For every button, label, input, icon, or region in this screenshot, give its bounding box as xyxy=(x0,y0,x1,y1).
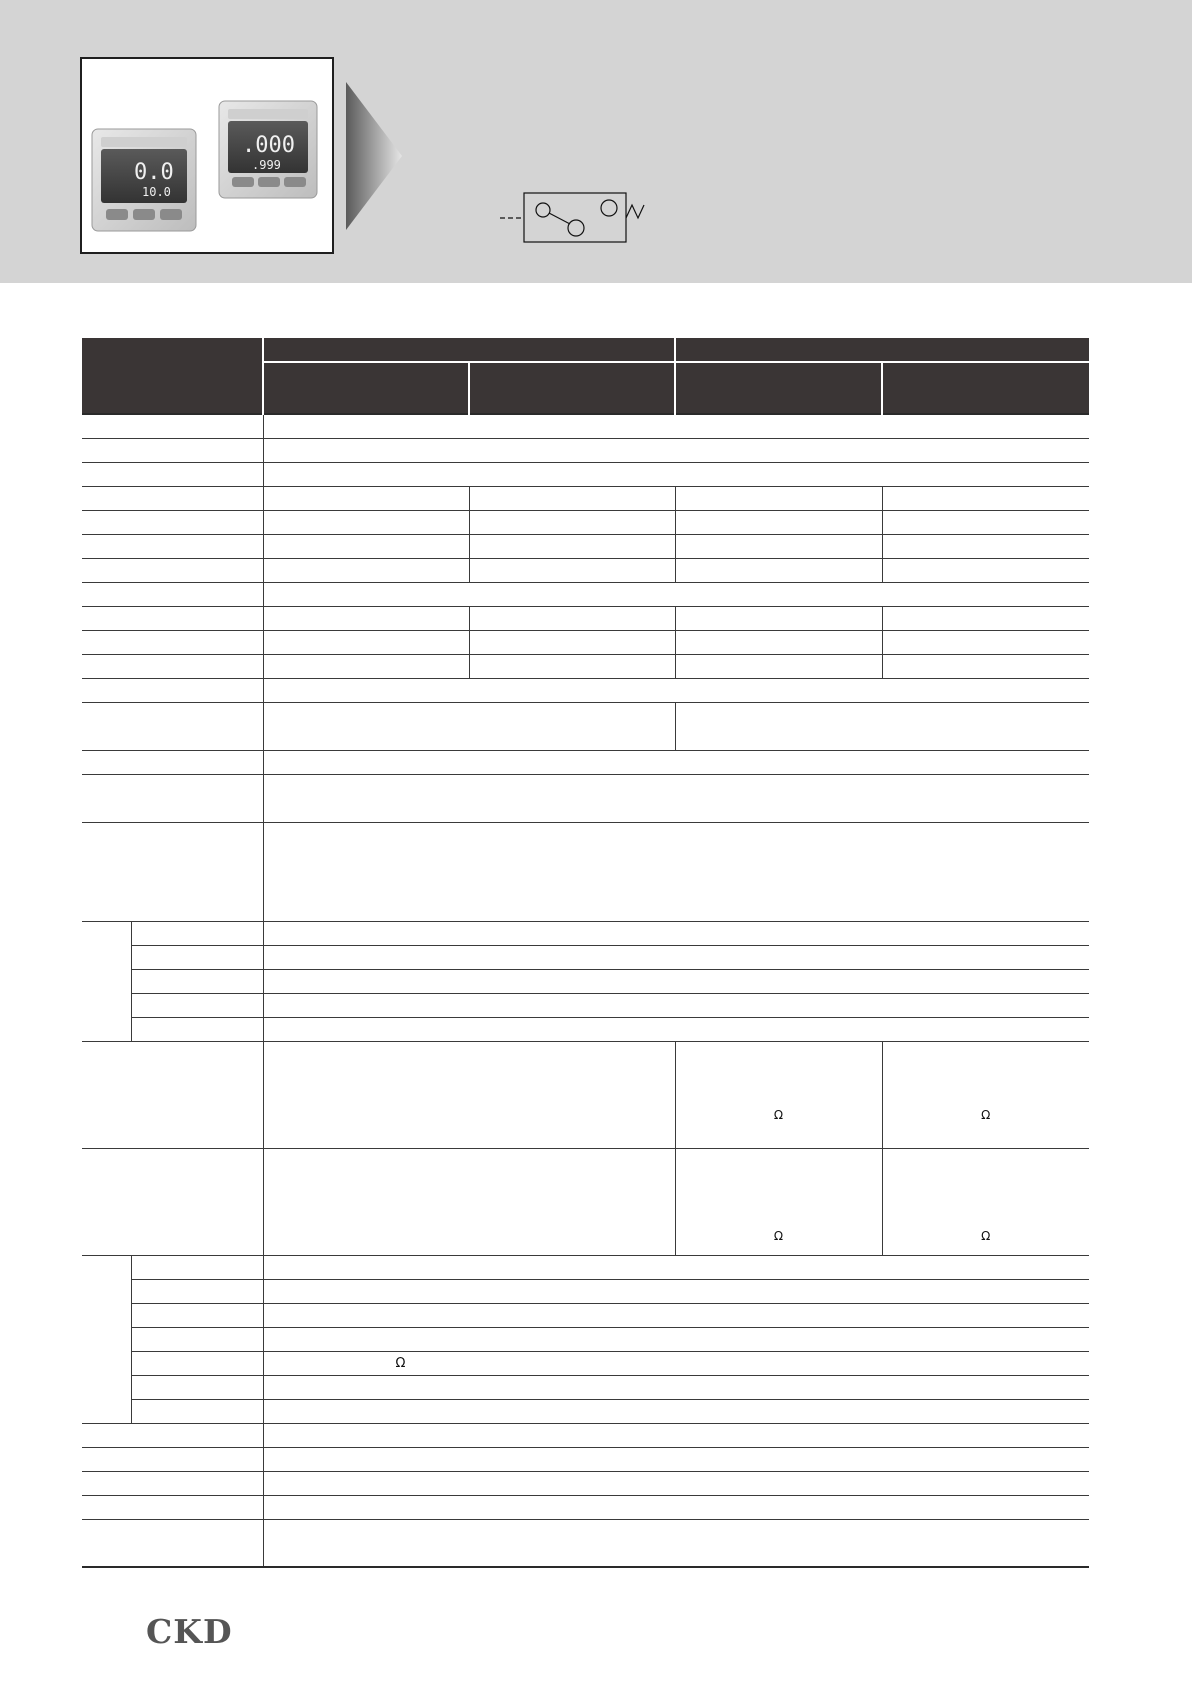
table-row xyxy=(82,582,1089,606)
header-model-2 xyxy=(469,362,675,414)
table-row xyxy=(82,1375,1089,1399)
header-band xyxy=(0,0,1192,283)
table-row xyxy=(82,510,1089,534)
table-row xyxy=(82,558,1089,582)
specification-table xyxy=(82,338,1089,1568)
table-row xyxy=(82,1303,1089,1327)
table-row xyxy=(82,1471,1089,1495)
table-row xyxy=(82,969,1089,993)
table-row xyxy=(82,678,1089,702)
table-row xyxy=(82,702,1089,750)
table-row xyxy=(82,1255,1089,1279)
table-row xyxy=(82,1399,1089,1423)
table-row xyxy=(82,750,1089,774)
omega-symbol: Ω xyxy=(675,1148,882,1255)
header-item-cell xyxy=(82,338,263,414)
table-row xyxy=(82,486,1089,510)
header-model-4 xyxy=(882,362,1089,414)
table-row xyxy=(82,921,1089,945)
table-row xyxy=(82,1327,1089,1351)
product-photo xyxy=(80,57,334,254)
omega-symbol: Ω xyxy=(882,1148,1089,1255)
omega-symbol: Ω xyxy=(882,1041,1089,1148)
header-group-1 xyxy=(263,338,675,362)
table-row xyxy=(82,1041,1089,1148)
pressure-switch-symbol-icon xyxy=(496,190,656,246)
table-row xyxy=(82,1495,1089,1519)
table-row xyxy=(82,1423,1089,1447)
table-header xyxy=(82,338,1089,414)
table-row xyxy=(82,534,1089,558)
table-row xyxy=(82,1351,1089,1375)
table-row xyxy=(82,462,1089,486)
svg-text:0.0: 0.0 xyxy=(134,160,174,185)
omega-symbol: Ω xyxy=(263,1351,1089,1375)
table-row xyxy=(82,945,1089,969)
table-row xyxy=(82,438,1089,462)
table-row xyxy=(82,414,1089,438)
header-model-3 xyxy=(675,362,882,414)
triangle-arrow-icon xyxy=(346,82,404,230)
table-row xyxy=(82,654,1089,678)
svg-text:.999: .999 xyxy=(252,158,281,172)
omega-symbol: Ω xyxy=(675,1041,882,1148)
table-row xyxy=(82,1017,1089,1041)
table-row xyxy=(82,774,1089,822)
header-model-1 xyxy=(263,362,469,414)
table-row xyxy=(82,630,1089,654)
table-row xyxy=(82,1279,1089,1303)
table-row xyxy=(82,606,1089,630)
table-row xyxy=(82,1447,1089,1471)
svg-text:10.0: 10.0 xyxy=(142,185,171,199)
table-row xyxy=(82,822,1089,921)
table-row xyxy=(82,993,1089,1017)
header-group-2 xyxy=(675,338,1089,362)
table-row xyxy=(82,1148,1089,1255)
pressure-sensor-photo-icon xyxy=(82,59,332,252)
svg-text:.000: .000 xyxy=(242,133,295,158)
table-row xyxy=(82,1519,1089,1567)
ckd-logo: CKD xyxy=(146,1612,233,1651)
